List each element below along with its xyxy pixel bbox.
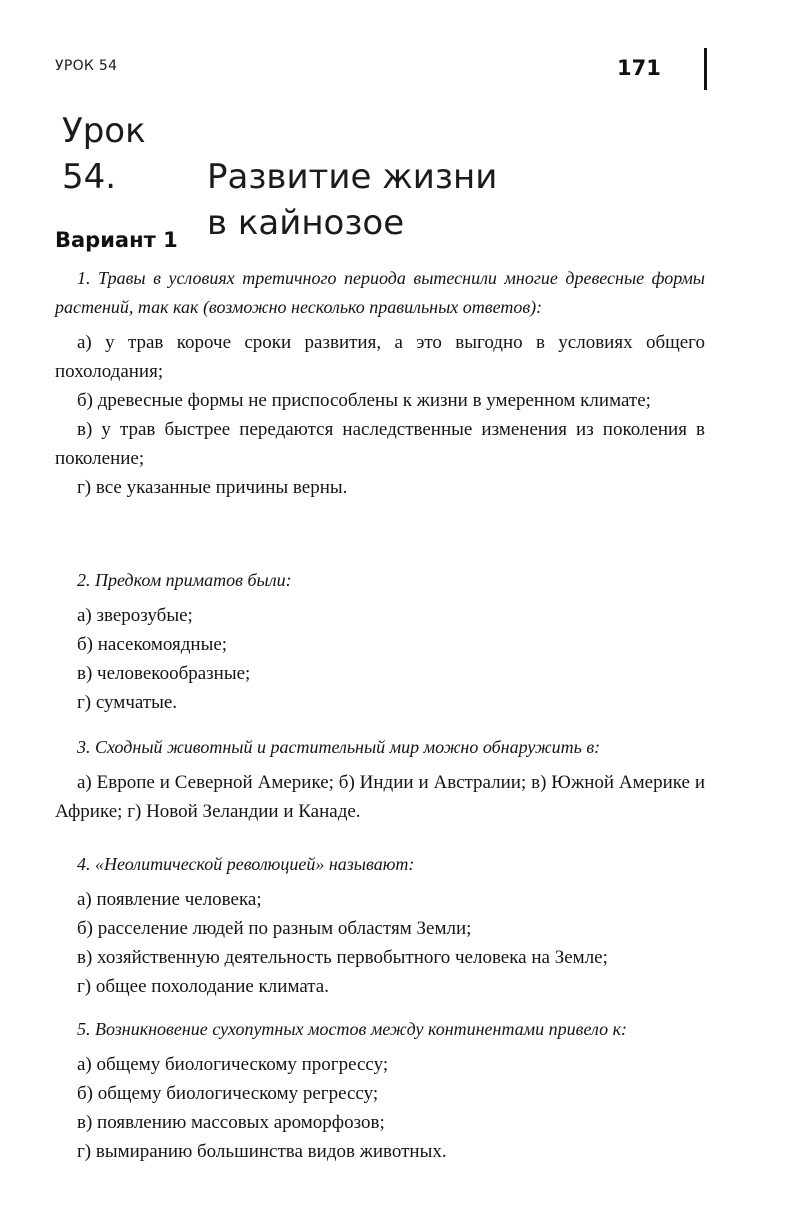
answer-option: б) расселение людей по разным областям Земли; [77,918,472,939]
answer-option: в) хозяйственную деятельность первобытного человека на Земле; [77,947,608,968]
answer-option: в) у трав быстрее передаются наследственные изменения из поколения в поколение; [55,419,705,469]
lesson-title [62,108,497,246]
question-stem: 4. «Неолитической революцией» называют: [77,854,415,874]
lesson-title-line-2: в кайнозое [207,203,405,243]
question-stem: 2. Предком приматов были: [77,570,292,590]
question-5 [55,1015,705,1166]
answer-option: в) появлению массовых ароморфозов; [77,1112,385,1133]
answer-option: б) насекомоядные; [77,634,228,655]
lesson-title-line-1: Развитие жизни [207,157,498,197]
answer-option: а) у трав короче сроки развития, а это выгодно в условиях общего похолодания; [55,332,705,382]
header-vertical-rule [704,48,707,90]
question-stem: 1. Травы в условиях третичного периода вытеснили многие древесные формы растений, так как (возможно несколько правильных ответов): [55,268,705,317]
question-stem: 3. Сходный животный и растительный мир можно обнаружить в: [77,737,601,757]
answer-option: г) общее похолодание климата. [77,976,329,997]
question-4 [55,850,705,1001]
question-3 [55,733,705,826]
answer-option: а) появление человека; [77,889,262,910]
answer-option: а) Европе и Северной Америке; б) Индии и Австралии; в) Южной Америке и Африке; г) Новой Зеландии и Канаде. [55,772,705,822]
page-number: 171 [617,56,661,80]
answer-option: а) общему биологическому прогрессу; [77,1054,389,1075]
question-1 [55,264,705,502]
answer-option: б) общему биологическому регрессу; [77,1083,379,1104]
question-stem: 5. Возникновение сухопутных мостов между континентами привело к: [77,1019,628,1039]
variant-heading: Вариант 1 [55,228,178,252]
lesson-number: Урок 54. [62,111,146,197]
answer-option: а) зверозубые; [77,605,193,626]
answer-option: в) человекообразные; [77,663,251,684]
answer-option: г) вымиранию большинства видов животных. [77,1141,447,1162]
question-2 [55,566,705,717]
answer-option: г) сумчатые. [77,692,178,713]
running-header-title: УРОК 54 [55,58,118,74]
answer-option: г) все указанные причины верны. [77,477,348,498]
answer-option: б) древесные формы не приспособлены к жизни в умеренном климате; [77,390,651,411]
